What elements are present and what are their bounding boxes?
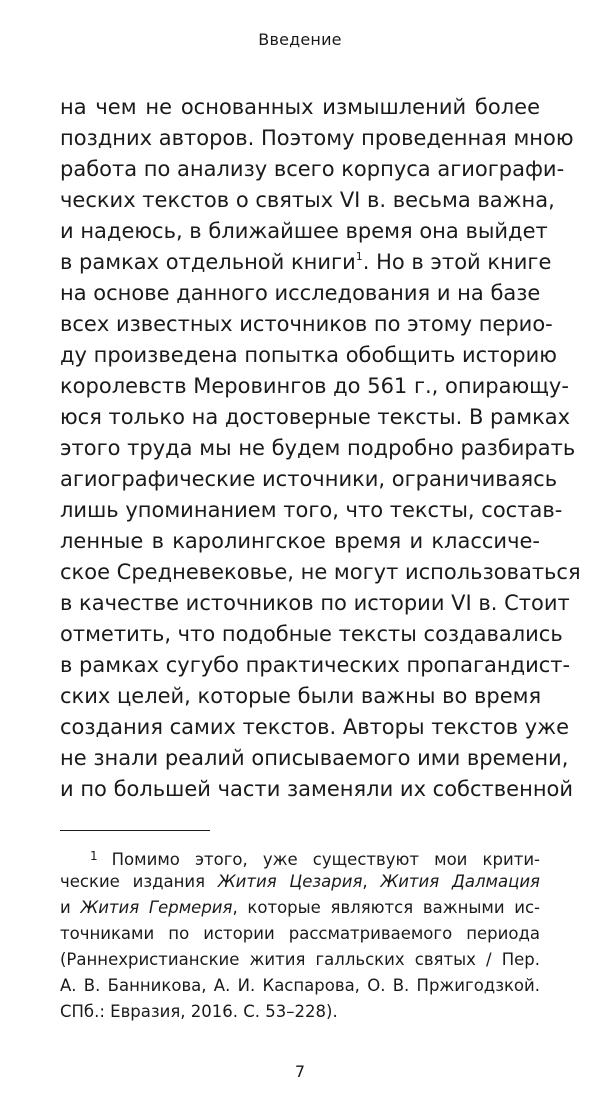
text-line: работа по анализу всего корпуса агиографи- bbox=[60, 157, 565, 181]
text-line: не знали реалий описываемого ими времени, bbox=[60, 746, 569, 770]
text-line: в рамках сугубо практических пропагандист- bbox=[60, 653, 571, 677]
page-number: 7 bbox=[294, 1062, 306, 1081]
footnote-line bbox=[60, 843, 540, 869]
footnote-number: 1 bbox=[90, 849, 98, 863]
text-line: на чем не основанных измышлений более bbox=[60, 95, 540, 119]
footnote-line: точниками по истории рассматриваемого периода bbox=[60, 924, 540, 943]
text-line: всех известных источников по этому перио- bbox=[60, 312, 553, 336]
text-line: создания самих текстов. Авторы текстов уже bbox=[60, 715, 570, 739]
text-line: лишь упоминанием того, что тексты, состав- bbox=[60, 498, 563, 522]
text-segment: и bbox=[60, 898, 81, 917]
footnote bbox=[60, 843, 540, 1025]
footnote-reference[interactable]: 1 bbox=[355, 250, 363, 263]
text-segment: , которые являются важными ис- bbox=[232, 898, 541, 917]
footnote-separator bbox=[60, 830, 210, 831]
italic-title: Жития Цезария bbox=[217, 872, 363, 891]
text-line: ленные в каролингское время и классиче- bbox=[60, 529, 540, 553]
footnote-line bbox=[60, 869, 540, 895]
footnote-line bbox=[60, 895, 540, 921]
text-line: юся только на достоверные тексты. В рамках bbox=[60, 405, 571, 429]
footnote-line: А. В. Банникова, А. И. Каспарова, О. В. Пржигодзкой. bbox=[60, 976, 540, 995]
text-segment: . Но в этой книге bbox=[362, 250, 552, 274]
italic-title: Жития Гермерия bbox=[80, 898, 233, 917]
text-line: этого труда мы не будем подробно разбирать bbox=[60, 436, 576, 460]
running-head: Введение bbox=[258, 30, 342, 49]
text-segment: ческие издания bbox=[60, 872, 218, 891]
italic-title: Жития Далмация bbox=[380, 872, 540, 891]
text-line: поздних авторов. Поэтому проведенная мною bbox=[60, 126, 574, 150]
text-line: королевств Меровингов до 561 г., опирающу- bbox=[60, 374, 569, 398]
text-line: ческих текстов о святых VI в. весьма важна, bbox=[60, 188, 555, 212]
text-line: ских целей, которые были важны во время bbox=[60, 684, 542, 708]
text-segment: в рамках отдельной книги bbox=[60, 250, 356, 274]
footnote-line: (Раннехристианские жития галльских святых / Пер. bbox=[60, 950, 540, 969]
text-line: и надеюсь, в ближайшее время она выйдет bbox=[60, 219, 548, 243]
text-line: ское Средневековье, не могут использоваться bbox=[60, 560, 581, 584]
main-text bbox=[60, 92, 581, 805]
text-line: в качестве источников по истории VI в. Стоит bbox=[60, 591, 570, 615]
text-line: отметить, что подобные тексты создавались bbox=[60, 622, 563, 646]
footnote-line: СПб.: Евразия, 2016. С. 53–228). bbox=[60, 1002, 338, 1021]
text-line-with-footnote bbox=[60, 247, 552, 278]
text-line: агиографические источники, ограничиваясь bbox=[60, 467, 558, 491]
text-segment: Помимо этого, уже существуют мои крити- bbox=[111, 850, 540, 869]
text-line: и по большей части заменяли их собственной bbox=[60, 777, 574, 801]
text-line: ду произведена попытка обобщить историю bbox=[60, 343, 557, 367]
text-line: на основе данного исследования и на базе bbox=[60, 281, 541, 305]
text-segment: , bbox=[362, 872, 381, 891]
